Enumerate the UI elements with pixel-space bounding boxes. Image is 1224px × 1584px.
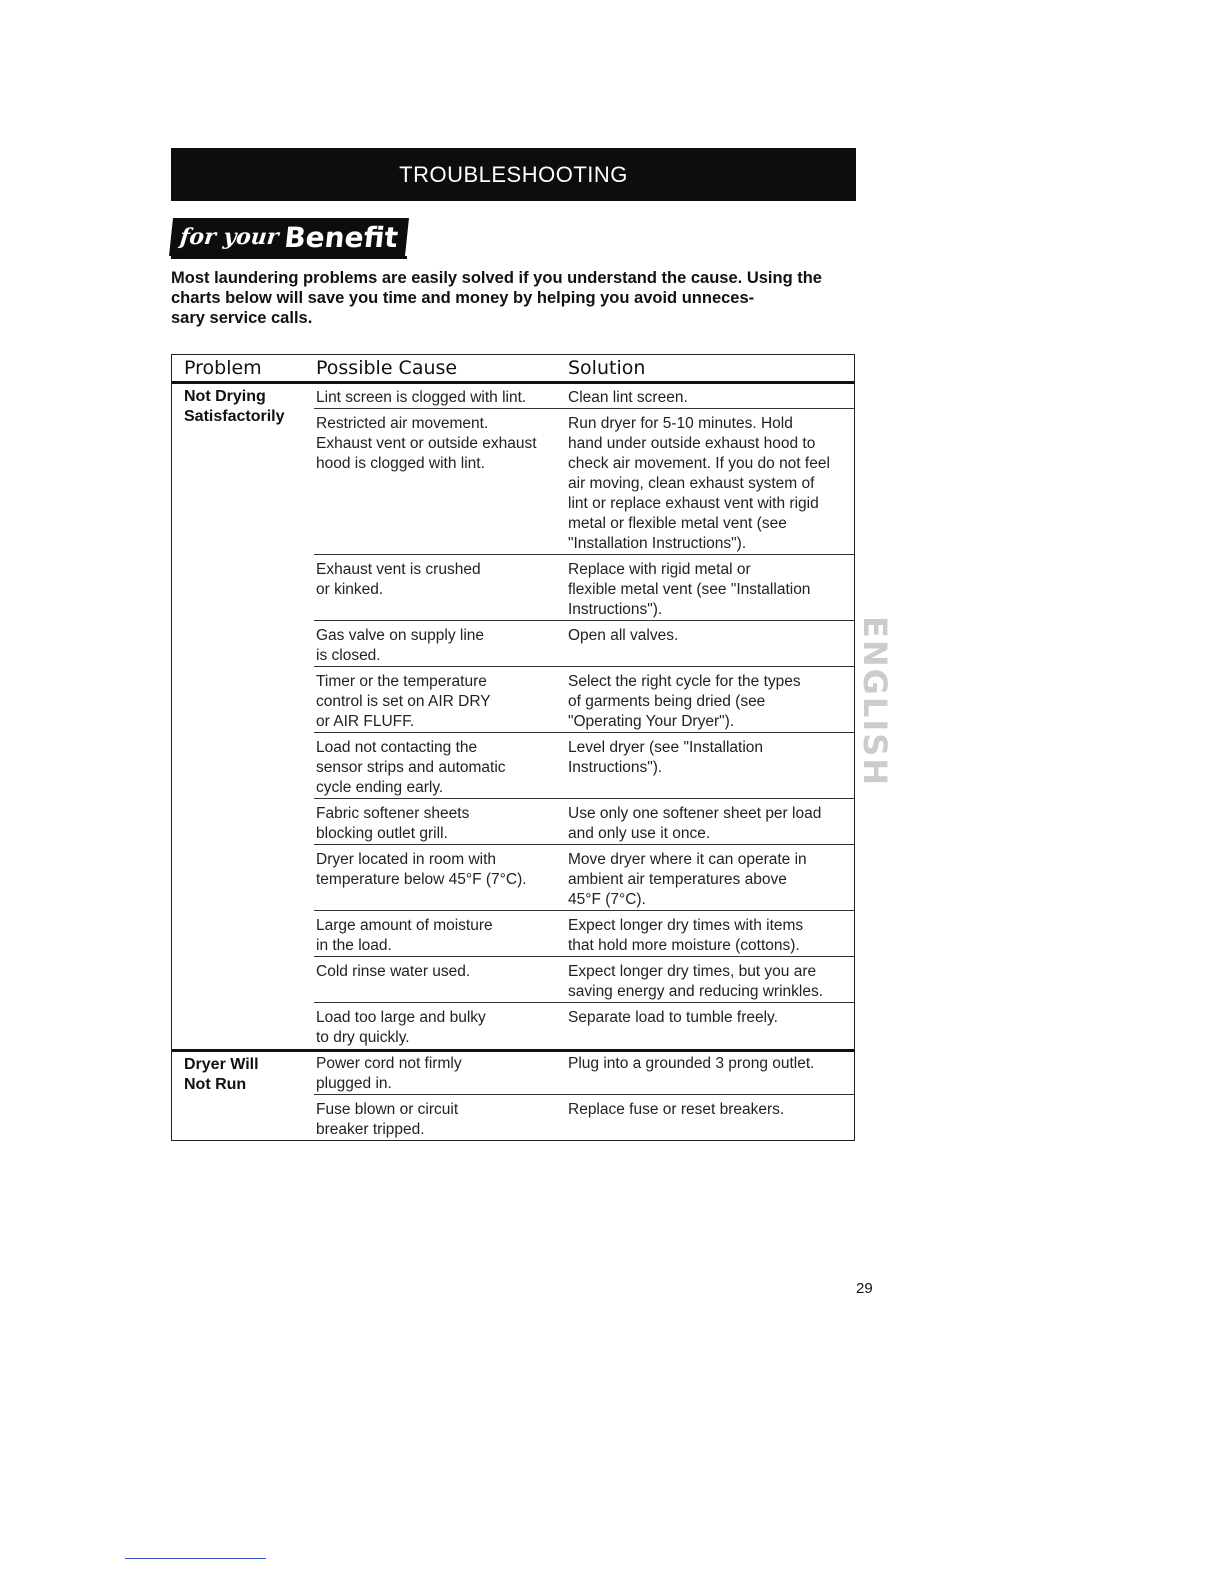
solution-cell: Replace fuse or reset breakers. [568, 1101, 785, 1118]
row-divider [314, 1094, 855, 1095]
cause-cell: Fabric softener sheets blocking outlet grill. [316, 805, 470, 842]
row-divider [314, 1002, 855, 1003]
header-possible-cause: Possible Cause [316, 357, 458, 379]
row-divider [314, 408, 855, 409]
troubleshooting-table [171, 354, 855, 1141]
solution-cell: Clean lint screen. [568, 389, 688, 406]
row-divider [314, 666, 855, 667]
solution-cell: Level dryer (see "Installation Instructions"). [568, 739, 764, 776]
cause-cell: Gas valve on supply line is closed. [316, 627, 485, 664]
side-language-tab: ENGLISH [856, 616, 894, 788]
row-divider [314, 554, 855, 555]
problem-not-drying: Not Drying Satisfactorily [184, 388, 285, 425]
row-divider [314, 798, 855, 799]
benefit-logo-small-text: for your [178, 224, 280, 250]
row-divider [314, 620, 855, 621]
row-divider [314, 844, 855, 845]
solution-cell: Select the right cycle for the types of garments being dried (see "Operating Your Dryer"). [568, 673, 801, 730]
section-title-banner [171, 148, 856, 201]
problem-dryer-will-not-run: Dryer Will Not Run [184, 1056, 259, 1093]
cause-cell: Large amount of moisture in the load. [316, 917, 493, 954]
footer-rule [125, 1558, 266, 1559]
solution-cell: Move dryer where it can operate in ambient air temperatures above 45°F (7°C). [568, 851, 807, 908]
solution-cell: Use only one softener sheet per load and only use it once. [568, 805, 822, 842]
page-number: 29 [856, 1280, 873, 1297]
header-solution: Solution [568, 357, 646, 379]
solution-cell: Expect longer dry times with items that hold more moisture (cottons). [568, 917, 804, 954]
solution-cell: Open all valves. [568, 627, 679, 644]
cause-cell: Load too large and bulky to dry quickly. [316, 1009, 486, 1046]
group-divider [172, 1049, 855, 1052]
row-divider [314, 732, 855, 733]
solution-cell: Replace with rigid metal or flexible metal vent (see "Installation Instructions"). [568, 561, 811, 618]
benefit-logo-big-text: Benefit [282, 220, 400, 254]
cause-cell: Fuse blown or circuit breaker tripped. [316, 1101, 459, 1138]
row-divider [314, 956, 855, 957]
cause-cell: Dryer located in room with temperature below 45°F (7°C). [316, 851, 527, 888]
header-problem: Problem [184, 357, 262, 379]
for-your-benefit-logo [169, 218, 409, 256]
header-rule [172, 381, 855, 384]
intro-paragraph: Most laundering problems are easily solved if you understand the cause. Using the charts below will save you time and money by helping you avoid unneces- sary service calls. [171, 269, 822, 327]
cause-cell: Timer or the temperature control is set on AIR DRY or AIR FLUFF. [316, 673, 491, 730]
solution-cell: Run dryer for 5-10 minutes. Hold hand under outside exhaust hood to check air movement. If you do not feel air moving, clean exhaust system of lint or replace exhaust vent with rigid metal or flexible metal vent (see "Installation Instructions"). [568, 415, 830, 552]
solution-cell: Plug into a grounded 3 prong outlet. [568, 1055, 815, 1072]
cause-cell: Power cord not firmly plugged in. [316, 1055, 462, 1092]
benefit-underline [171, 256, 407, 259]
solution-cell: Expect longer dry times, but you are saving energy and reducing wrinkles. [568, 963, 824, 1000]
section-title: TROUBLESHOOTING [399, 161, 628, 187]
cause-cell: Exhaust vent is crushed or kinked. [316, 561, 481, 598]
solution-cell: Separate load to tumble freely. [568, 1009, 778, 1026]
cause-cell: Cold rinse water used. [316, 963, 471, 980]
cause-cell: Lint screen is clogged with lint. [316, 389, 527, 406]
row-divider [314, 910, 855, 911]
cause-cell: Load not contacting the sensor strips and automatic cycle ending early. [316, 739, 506, 796]
cause-cell: Restricted air movement. Exhaust vent or outside exhaust hood is clogged with lint. [316, 415, 537, 472]
